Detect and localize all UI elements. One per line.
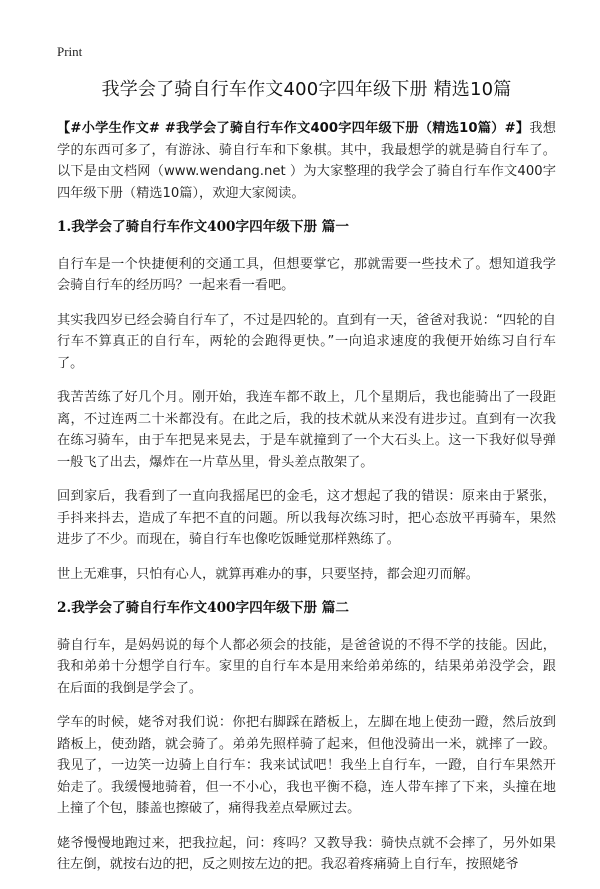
article-body xyxy=(57,118,556,889)
document-title: 我学会了骑自行车作文400字四年级下册 精选10篇 xyxy=(101,79,512,100)
section-1-paragraph: 回到家后，我看到了一直向我摇尾巴的金毛，这才想起了我的错误：原来由于紧张，手抖来抖去，造成了车把不直的问题。所以我每次练习时，把心态放平再骑车，果然进步了不少。而现在，骑自行车也像吃饭睡觉那样熟练了。 xyxy=(57,489,556,547)
section-1-paragraph: 自行车是一个快捷便利的交通工具，但想要掌它，那就需要一些技术了。想知道我学会骑自行车的经历吗？一起来看一看吧。 xyxy=(57,256,556,293)
section-2-paragraph: 骑自行车，是妈妈说的每个人都必须会的技能，是爸爸说的不得不学的技能。因此，我和弟弟十分想学自行车。家里的自行车本是用来给弟弟练的，结果弟弟没学会，跟在后面的我倒是学会了。 xyxy=(57,637,556,696)
print-label: Print xyxy=(57,44,83,59)
intro-paragraph xyxy=(57,118,556,204)
section-1-paragraph: 世上无难事，只怕有心人，就算再难办的事，只要坚持，都会迎刃而解。 xyxy=(57,566,479,582)
section-heading-2: 2.我学会了骑自行车作文400字四年级下册 篇二 xyxy=(57,600,349,616)
intro-text: 我想学的东西可多了，有游泳、骑自行车和下象棋。其中，我最想学的就是骑自行车了。以下是由文档网（www.wendang.net ）为大家整理的我学会了骑自行车作文400字四年级下册（精选10篇），欢迎大家阅读。 xyxy=(57,121,556,201)
section-1-paragraph: 其实我四岁已经会骑自行车了，不过是四轮的。直到有一天，爸爸对我说：“四轮的自行车不算真正的自行车，两轮的会跑得更快。”一向追求速度的我便开始练习自行车了。 xyxy=(57,312,556,371)
section-1-paragraph: 我苦苦练了好几个月。刚开始，我连车都不敢上，几个星期后，我也能骑出了一段距离，不过连两二十米都没有。在此之后，我的技术就从来没有进步过。直到有一次我在练习骑车，由于车把晃来晃去，于是车就撞到了一个大石头上。这一下我好似导弹一般飞了出去，爆炸在一片草丛里，骨头差点散架了。 xyxy=(57,390,556,470)
section-heading-1: 1.我学会了骑自行车作文400字四年级下册 篇一 xyxy=(57,219,349,235)
section-2-paragraph: 姥爷慢慢地跑过来，把我拉起，问：疼吗？又教导我：骑快点就不会摔了，另外如果往左倒，就按右边的把，反之则按左边的把。我忍着疼痛骑上自行车，按照姥爷 xyxy=(57,835,556,872)
section-2-paragraph: 学车的时候，姥爷对我们说：你把右脚踩在踏板上，左脚在地上使劲一蹬，然后放到踏板上，使劲踏，就会骑了。弟弟先照样骑了起来，但他没骑出一米，就摔了一跤。我见了，一边笑一边骑上自行车：我来试试吧！我坐上自行车，一蹬，自行车果然开始走了。我缓慢地骑着，但一不小心，我也平衡不稳，连人带车摔了下来，头撞在地上撞了个包，膝盖也擦破了，痛得我差点晕厥过去。 xyxy=(57,715,556,816)
intro-tag: 【#小学生作文# #我学会了骑自行车作文400字四年级下册（精选10篇）#】 xyxy=(57,121,530,136)
